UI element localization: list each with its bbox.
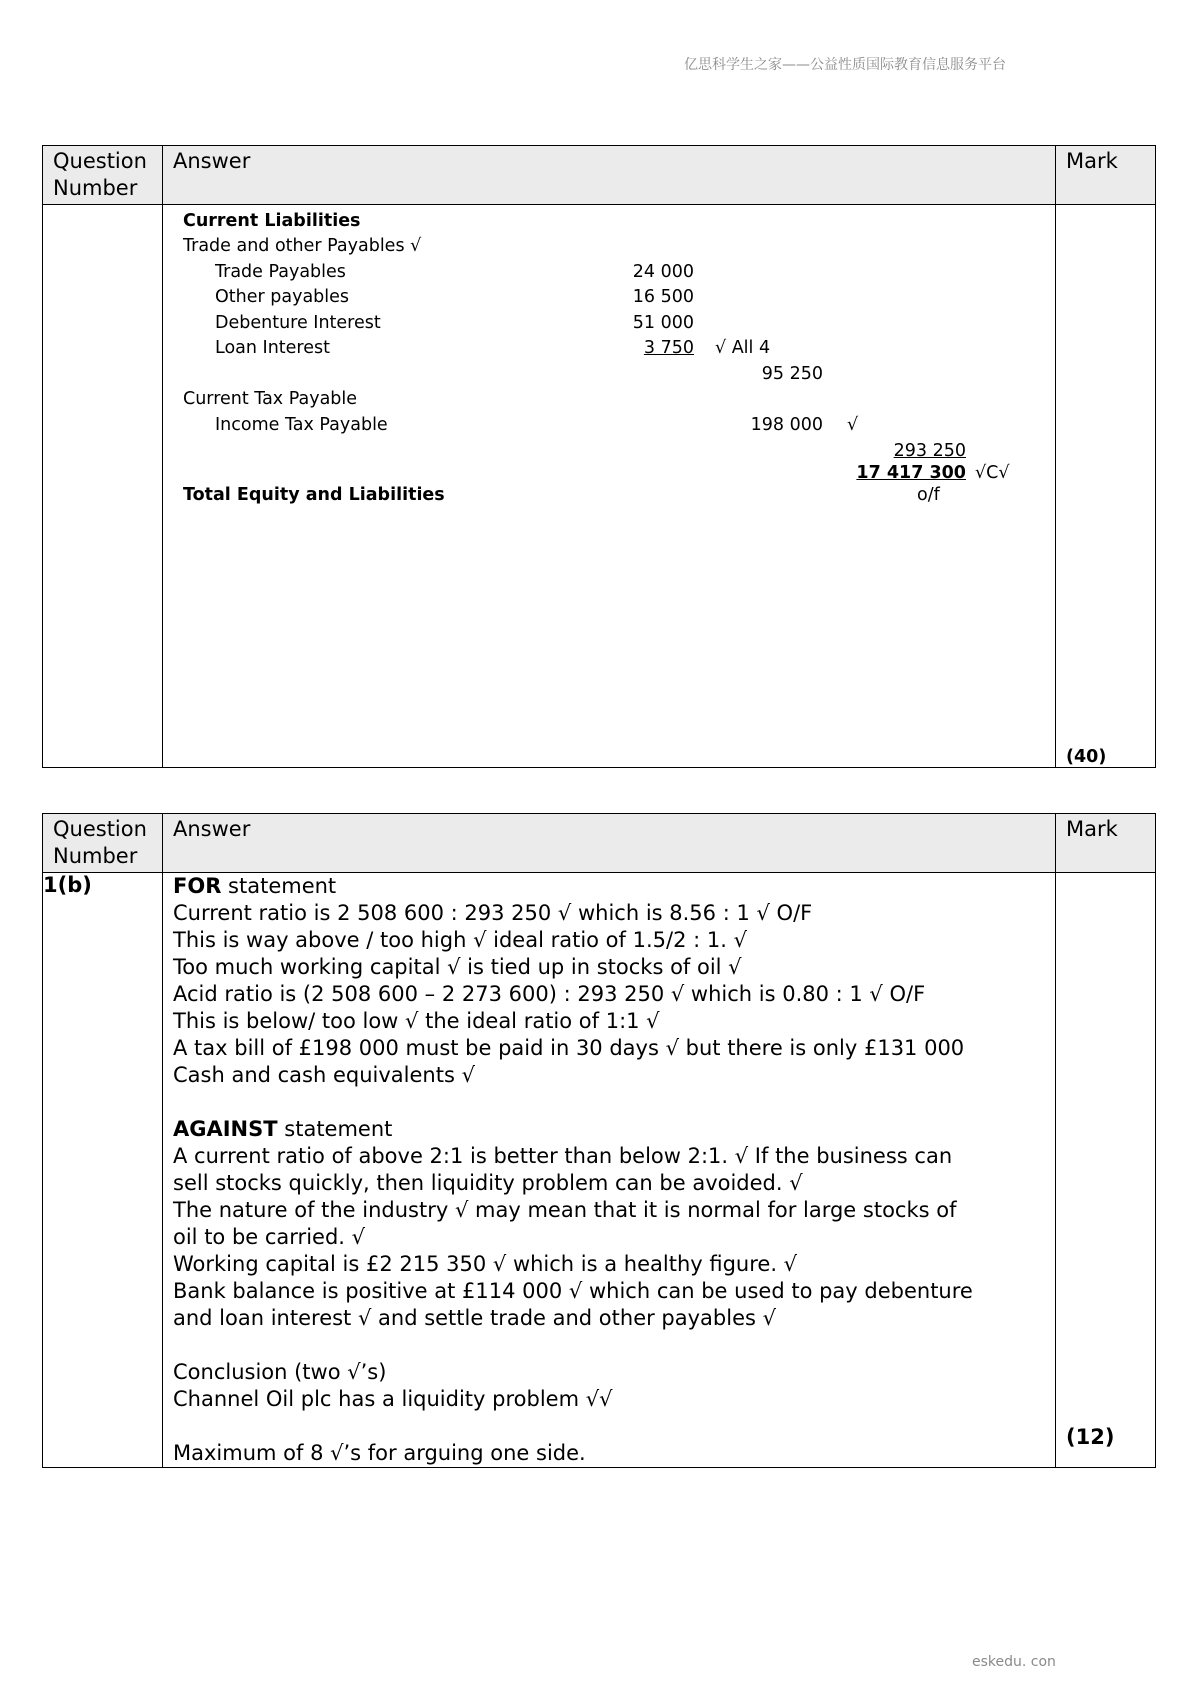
conclusion-line: Channel Oil plc has a liquidity problem √√ — [173, 1387, 613, 1411]
of-label: o/f — [917, 485, 940, 505]
question-number-header: Question Number — [43, 146, 163, 205]
against-bold: AGAINST — [173, 1117, 278, 1141]
income-tax-label: Income Tax Payable — [215, 415, 388, 435]
current-tax-label: Current Tax Payable — [183, 389, 358, 409]
income-tax-tick: √ — [847, 415, 859, 435]
question-number-header: Question Number — [43, 814, 163, 873]
trade-other-payables-label: Trade and other Payables √ — [183, 236, 422, 256]
mark-header: Mark — [1056, 146, 1156, 205]
mark-value: (40) — [1066, 747, 1107, 767]
for-bold: FOR — [173, 874, 222, 898]
against-heading — [173, 1116, 1045, 1143]
mark-header: Mark — [1056, 814, 1156, 873]
against-line: oil to be carried. √ — [173, 1225, 366, 1249]
footer-note: eskedu. con — [972, 1654, 1056, 1670]
maximum-line: Maximum of 8 √’s for arguing one side. — [173, 1441, 586, 1465]
against-line: Working capital is £2 215 350 √ which is a healthy figure. √ — [173, 1252, 798, 1276]
against-rest: statement — [277, 1117, 393, 1141]
item-value: 51 000 — [632, 313, 694, 333]
answer-header: Answer — [163, 814, 1056, 873]
current-liabilities-heading: Current Liabilities — [183, 211, 361, 231]
mark-value: (12) — [1066, 1425, 1115, 1449]
conclusion-line: Conclusion (two √’s) — [173, 1360, 387, 1384]
item-label: Other payables — [215, 287, 350, 307]
against-line: and loan interest √ and settle trade and other payables √ — [173, 1306, 777, 1330]
for-line: This is below/ too low √ the ideal ratio of 1:1 √ — [173, 1009, 660, 1033]
mark-cell — [1056, 873, 1156, 1468]
item-label: Loan Interest — [215, 338, 330, 358]
for-rest: statement — [221, 874, 337, 898]
for-line: A tax bill of £198 000 must be paid in 30 days √ but there is only £131 000 — [173, 1036, 965, 1060]
mark-scheme-table-1 — [42, 145, 1156, 768]
item-value: 24 000 — [632, 262, 694, 282]
against-line: sell stocks quickly, then liquidity problem can be avoided. √ — [173, 1171, 803, 1195]
question-number: 1(b) — [43, 873, 163, 1468]
for-line: This is way above / too high √ ideal ratio of 1.5/2 : 1. √ — [173, 928, 747, 952]
against-line: The nature of the industry √ may mean that it is normal for large stocks of — [173, 1198, 957, 1222]
item-value: 16 500 — [632, 287, 694, 307]
item-label: Debenture Interest — [215, 313, 381, 333]
for-line: Current ratio is 2 508 600 : 293 250 √ which is 8.56 : 1 √ O/F — [173, 901, 813, 925]
mark-scheme-table-2 — [42, 813, 1156, 1468]
mark-cell — [1056, 205, 1156, 768]
total-tick: √C√ — [975, 463, 1010, 483]
all4-tick: √ All 4 — [715, 338, 771, 358]
answer-header: Answer — [163, 146, 1056, 205]
total-current-liabilities: 293 250 — [893, 441, 966, 461]
for-line: Acid ratio is (2 508 600 – 2 273 600) : 293 250 √ which is 0.80 : 1 √ O/F — [173, 982, 926, 1006]
total-equity-liabilities-value: 17 417 300 — [856, 463, 966, 483]
against-line: A current ratio of above 2:1 is better than below 2:1. √ If the business can — [173, 1144, 953, 1168]
total-equity-liabilities-label: Total Equity and Liabilities — [183, 485, 445, 505]
income-tax-value: 198 000 — [750, 415, 823, 435]
for-line: Cash and cash equivalents √ — [173, 1063, 475, 1087]
item-value: 3 750 — [643, 338, 694, 358]
item-label: Trade Payables — [215, 262, 346, 282]
subtotal-payables: 95 250 — [761, 364, 823, 384]
header-note: 亿思科学生之家——公益性质国际教育信息服务平台 — [684, 57, 1006, 73]
answer-cell — [163, 873, 1056, 1468]
for-heading — [173, 873, 1045, 900]
for-line: Too much working capital √ is tied up in stocks of oil √ — [173, 955, 742, 979]
answer-cell — [163, 205, 1056, 768]
question-cell — [43, 205, 163, 768]
against-line: Bank balance is positive at £114 000 √ which can be used to pay debenture — [173, 1279, 973, 1303]
